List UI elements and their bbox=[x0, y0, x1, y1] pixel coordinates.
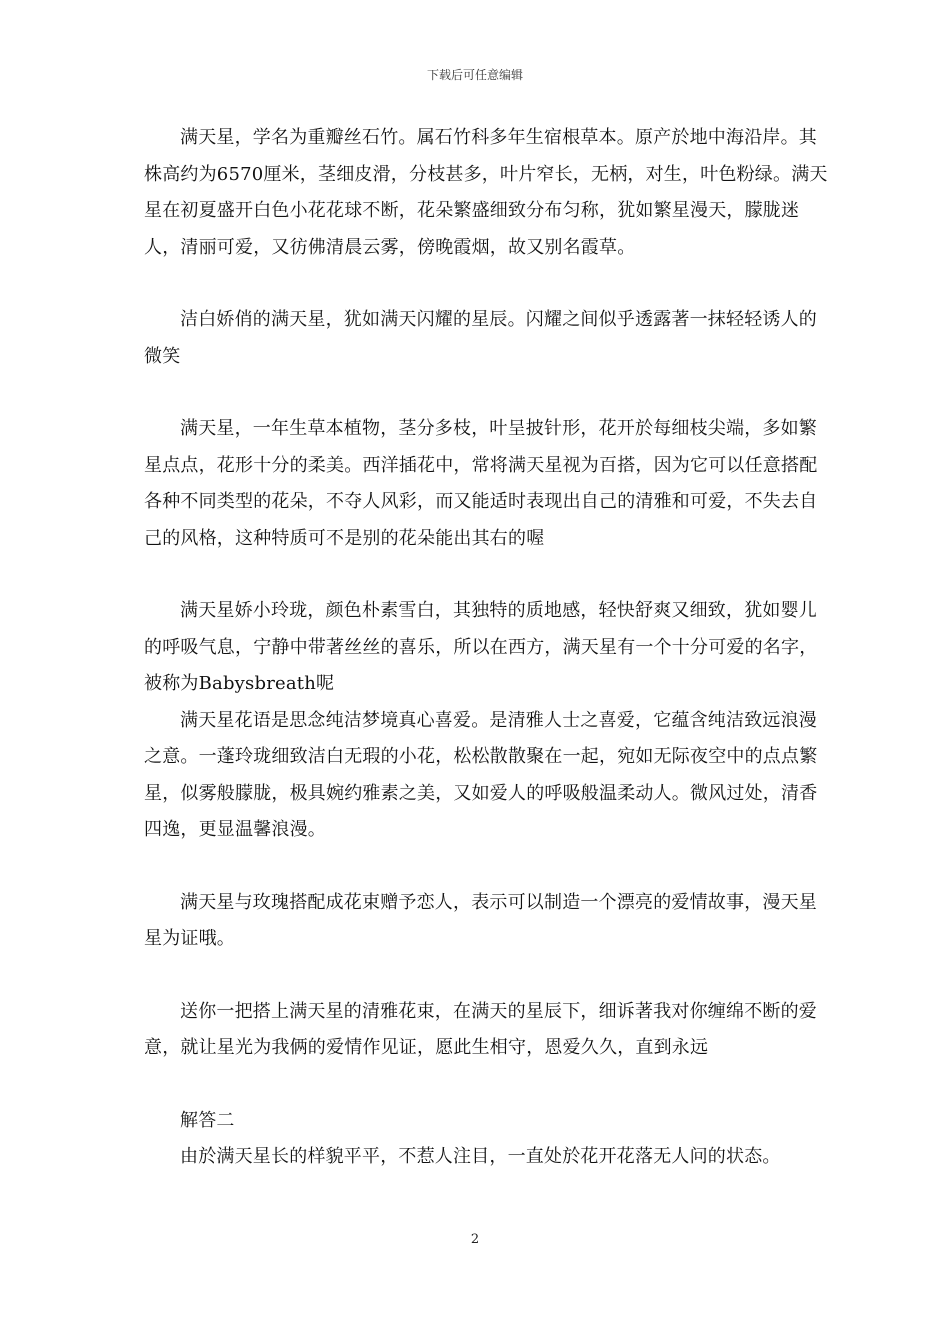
section-heading-answer-two: 解答二 bbox=[180, 1109, 235, 1131]
page-number: 2 bbox=[470, 1232, 480, 1247]
paragraph-flower-language: 满天星花语是思念纯洁梦境真心喜爱。是清雅人士之喜爱，它蕴含纯洁致远浪漫之意。一蓬玲珑细致洁白无瑕的小花，松松散散聚在一起，宛如无际夜空中的点点繁星，似雾般朦胧，极具婉约雅素之美，又如爱人的呼吸般温柔动人。微风过处，清香四逸，更显温馨浪漫。 bbox=[144, 709, 818, 840]
paragraph-answer-two: 由於满天星长的样貌平平，不惹人注目，一直处於花开花落无人问的状态。 bbox=[180, 1146, 781, 1167]
document-body bbox=[144, 120, 834, 1176]
paragraph-gap bbox=[144, 958, 834, 994]
paragraph-gap bbox=[144, 849, 834, 885]
paragraph-gap bbox=[144, 266, 834, 302]
paragraph-smile: 洁白娇俏的满天星，犹如满天闪耀的星辰。闪耀之间似乎透露著一抹轻轻诱人的微笑 bbox=[144, 309, 817, 367]
paragraph-gap bbox=[144, 375, 834, 411]
paragraph-dedication: 送你一把搭上满天星的清雅花束，在满天的星辰下，细诉著我对你缠绵不断的爱意，就让星光为我俩的爱情作见证，愿此生相守，恩爱久久，直到永远 bbox=[144, 1000, 817, 1058]
paragraph-gap bbox=[144, 557, 834, 593]
paragraph-intro: 满天星，学名为重瓣丝石竹。属石竹科多年生宿根草本。原产於地中海沿岸。其株高约为6570厘米，茎细皮滑，分枝甚多，叶片窄长，无柄，对生，叶色粉绿。满天星在初夏盛开白色小花花球不断，花朵繁盛细致分布匀称，犹如繁星漫天，朦胧迷人，清丽可爱，又彷佛清晨云雾，傍晚霞烟，故又别名霞草。 bbox=[144, 127, 828, 258]
paragraph-rose-bouquet: 满天星与玫瑰搭配成花束赠予恋人，表示可以制造一个漂亮的爱情故事，漫天星星为证哦。 bbox=[144, 891, 817, 949]
paragraph-description: 满天星，一年生草本植物，茎分多枝，叶呈披针形，花开於每细枝尖端，多如繁星点点，花形十分的柔美。西洋插花中，常将满天星视为百搭，因为它可以任意搭配各种不同类型的花朵，不夺人风彩，而又能适时表现出自己的清雅和可爱，不失去自己的风格，这种特质可不是别的花朵能出其右的喔 bbox=[144, 418, 818, 549]
paragraph-gap bbox=[144, 1067, 834, 1103]
page-header: 下载后可任意编辑 bbox=[426, 68, 523, 82]
paragraph-babysbreath: 满天星娇小玲珑，颜色朴素雪白，其独特的质地感，轻快舒爽又细致，犹如婴儿的呼吸气息，宁静中带著丝丝的喜乐，所以在西方，满天星有一个十分可爱的名字，被称为Babysbreath呢 bbox=[144, 600, 818, 694]
